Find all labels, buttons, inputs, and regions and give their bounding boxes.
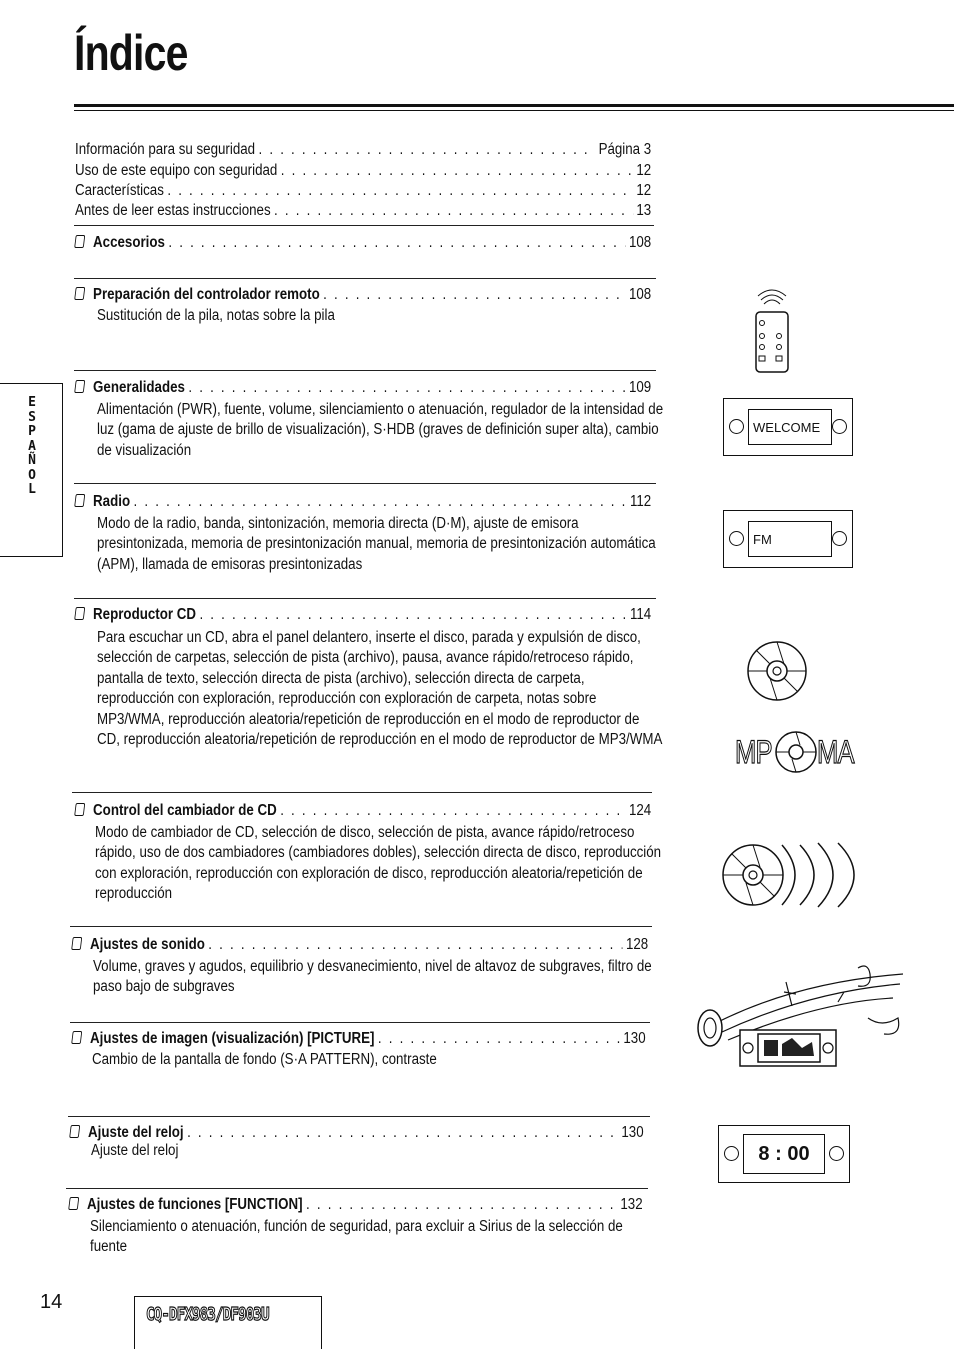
toc-page: 109 bbox=[628, 379, 652, 396]
toc-section-label: Ajuste del reloj bbox=[88, 1124, 184, 1141]
section-divider bbox=[74, 483, 656, 484]
remote-control-icon bbox=[748, 282, 796, 374]
section-divider bbox=[74, 278, 656, 279]
toc-section[interactable] bbox=[75, 285, 651, 305]
checkbox-bullet-icon bbox=[71, 937, 82, 950]
display-text: FM bbox=[753, 531, 772, 547]
toc-section[interactable] bbox=[69, 1195, 643, 1215]
leader-dots bbox=[306, 1195, 617, 1215]
toc-page: 108 bbox=[628, 286, 652, 303]
display-text: WELCOME bbox=[753, 419, 821, 435]
ma-logo-text: MA bbox=[817, 734, 854, 770]
section-divider bbox=[74, 370, 656, 371]
toc-label: Antes de leer estas instrucciones bbox=[75, 202, 271, 219]
section-divider bbox=[74, 225, 654, 226]
toc-page: 114 bbox=[629, 606, 652, 623]
language-tab-letters bbox=[24, 396, 40, 498]
checkbox-bullet-icon bbox=[74, 803, 85, 816]
section-divider bbox=[72, 792, 652, 793]
toc-page: 12 bbox=[636, 162, 652, 179]
toc-section-label: Generalidades bbox=[93, 379, 185, 396]
clock-display-illustration bbox=[718, 1125, 850, 1183]
section-divider bbox=[74, 598, 656, 599]
toc-section[interactable] bbox=[75, 801, 651, 821]
knob-icon bbox=[832, 419, 847, 434]
leader-dots bbox=[378, 1029, 620, 1049]
toc-section-description: Modo de cambiador de CD, selección de disco, selección de pista, avance rápido/retroceso rápido, uso de dos cambiadores (cambiadores dobles), selección directa de disco, reproducción con exploración, reproducción con exploración de disco, reproducción aleatoria/repetición de reproducción bbox=[95, 824, 662, 903]
toc-page: 108 bbox=[628, 234, 652, 251]
leader-dots bbox=[168, 233, 625, 253]
checkbox-bullet-icon bbox=[71, 1031, 82, 1044]
knob-icon bbox=[832, 531, 847, 546]
sound-settings-icon bbox=[688, 962, 914, 1072]
knob-icon bbox=[729, 419, 744, 434]
toc-label: Información para su seguridad bbox=[75, 141, 256, 158]
toc-section-description: Modo de la radio, banda, sintonización, memoria directa (D·M), ajuste de emisora presintonizada, memoria de presintonización manual, memoria de presintonización automática (APM), llamada de emisoras presintonizadas bbox=[97, 515, 656, 573]
side-tab-letter: S bbox=[28, 409, 36, 425]
toc-section-label: Radio bbox=[93, 493, 131, 510]
toc-page: 124 bbox=[628, 802, 652, 819]
toc-section[interactable] bbox=[75, 492, 651, 512]
leader-dots bbox=[187, 1123, 618, 1143]
display-screen bbox=[743, 1134, 825, 1174]
leader-dots bbox=[281, 161, 633, 181]
mp-logo-text: MP bbox=[735, 734, 772, 770]
side-tab-letter: E bbox=[28, 395, 36, 410]
checkbox-bullet-icon bbox=[74, 380, 85, 393]
display-screen bbox=[748, 521, 832, 557]
toc-section-description: Para escuchar un CD, abra el panel delantero, inserte el disco, parada y expulsión de disco, selección de carpetas, selección de pista (archivo), pausa, avance rápido/retroceso rápido, pantalla de texto, selección directa de pista (archivo), selección directa de carpeta, reproducción con exploración, reproducción con exploración de carpeta, notas sobre MP3/WMA, reproducción aleatoria/repetición de reproducción en el modo de reproductor de CD, reproducción aleatoria/repetición de reproducción en el modo de reproductor de MP3/WMA bbox=[97, 629, 663, 749]
section-divider bbox=[66, 1188, 648, 1189]
toc-page: 112 bbox=[629, 493, 652, 510]
leader-dots bbox=[259, 140, 596, 160]
toc-section-description: Silenciamiento o atenuación, función de seguridad, para excluir a Sirius de la selección de fuente bbox=[90, 1218, 623, 1256]
side-tab-letter: Ñ bbox=[28, 453, 36, 468]
toc-page: 12 bbox=[636, 182, 652, 199]
title-rule bbox=[74, 104, 954, 107]
toc-section[interactable] bbox=[75, 605, 651, 625]
checkbox-bullet-icon bbox=[68, 1197, 79, 1210]
toc-label: Uso de este equipo con seguridad bbox=[75, 162, 278, 179]
toc-section[interactable] bbox=[70, 1123, 644, 1143]
leader-dots bbox=[208, 935, 622, 955]
welcome-display-illustration bbox=[723, 398, 853, 456]
leader-dots bbox=[167, 181, 633, 201]
cd-changer-icon bbox=[720, 840, 876, 910]
toc-page: Página 3 bbox=[598, 141, 652, 158]
mp3-wma-logo bbox=[735, 728, 855, 778]
toc-section[interactable] bbox=[75, 233, 651, 253]
toc-page: 13 bbox=[636, 202, 652, 219]
toc-page: 132 bbox=[620, 1196, 643, 1213]
page-number: 14 bbox=[40, 1291, 63, 1313]
toc-entry[interactable] bbox=[75, 181, 651, 201]
leader-dots bbox=[188, 378, 625, 398]
cd-disc-icon bbox=[746, 640, 808, 702]
toc-page: 128 bbox=[625, 936, 649, 953]
leader-dots bbox=[134, 492, 627, 512]
toc-section-description: Alimentación (PWR), fuente, volume, silenciamiento o atenuación, regulador de la intensidad de luz (gama de ajuste de brillo de visualización), S·HDB (graves de definición super alta), cambio de visualización bbox=[97, 401, 664, 459]
knob-icon bbox=[729, 531, 744, 546]
toc-section-label: Accesorios bbox=[93, 234, 165, 251]
toc-entry[interactable] bbox=[75, 161, 651, 181]
checkbox-bullet-icon bbox=[74, 235, 85, 248]
side-tab-letter: L bbox=[28, 482, 36, 497]
toc-section[interactable] bbox=[72, 935, 648, 955]
leader-dots bbox=[199, 605, 626, 625]
toc-entry[interactable] bbox=[75, 140, 651, 160]
section-divider bbox=[68, 1116, 650, 1117]
toc-section[interactable] bbox=[75, 378, 651, 398]
display-screen bbox=[748, 409, 832, 445]
leader-dots bbox=[280, 801, 625, 821]
toc-section-description: Sustitución de la pila, notas sobre la pila bbox=[97, 307, 335, 324]
side-tab-letter: A bbox=[28, 438, 36, 454]
side-tab-letter: O bbox=[28, 467, 36, 483]
toc-section-label: Ajustes de funciones [FUNCTION] bbox=[87, 1196, 303, 1213]
checkbox-bullet-icon bbox=[69, 1125, 80, 1138]
toc-section[interactable] bbox=[72, 1029, 646, 1049]
knob-icon bbox=[724, 1146, 739, 1161]
section-divider bbox=[70, 926, 652, 927]
toc-section-label: Control del cambiador de CD bbox=[93, 802, 277, 819]
clock-time: 8 : 00 bbox=[758, 1142, 810, 1165]
toc-section-label: Reproductor CD bbox=[93, 606, 197, 623]
toc-section-label: Ajustes de sonido bbox=[90, 936, 205, 953]
toc-section-description: Cambio de la pantalla de fondo (S·A PATTERN), contraste bbox=[92, 1051, 437, 1068]
checkbox-bullet-icon bbox=[74, 607, 85, 620]
toc-section-description: Volume, graves y agudos, equilibrio y desvanecimiento, nivel de altavoz de subgraves, filtro de paso bajo de subgraves bbox=[93, 958, 652, 996]
fm-display-illustration bbox=[723, 510, 853, 568]
toc-entry[interactable] bbox=[75, 201, 651, 221]
checkbox-bullet-icon bbox=[74, 287, 85, 300]
toc-label: Características bbox=[75, 182, 164, 199]
toc-page: 130 bbox=[623, 1030, 646, 1047]
leader-dots bbox=[323, 285, 625, 305]
leader-dots bbox=[274, 201, 633, 221]
checkbox-bullet-icon bbox=[74, 494, 85, 507]
toc-page: 130 bbox=[621, 1124, 644, 1141]
model-number: CQ-DFX983/DF903U bbox=[146, 1304, 269, 1325]
toc-section-label: Preparación del controlador remoto bbox=[93, 286, 320, 303]
toc-section-description: Ajuste del reloj bbox=[91, 1142, 179, 1159]
knob-icon bbox=[829, 1146, 844, 1161]
title-rule-thin bbox=[74, 110, 954, 111]
cd-disc-icon bbox=[774, 728, 818, 776]
page-title: Índice bbox=[74, 25, 188, 81]
toc-section-label: Ajustes de imagen (visualización) [PICTURE] bbox=[90, 1030, 375, 1047]
section-divider bbox=[70, 1022, 650, 1023]
side-tab-letter: P bbox=[28, 424, 36, 439]
